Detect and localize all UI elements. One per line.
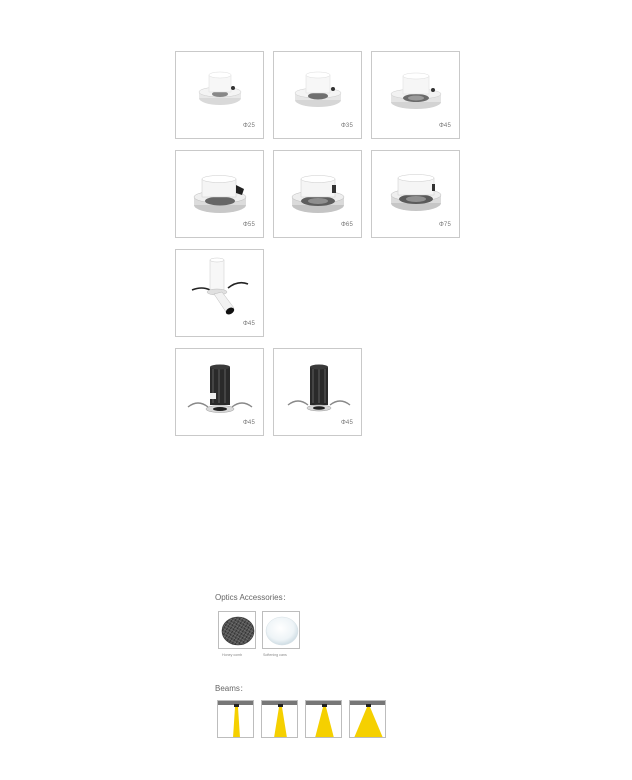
- product-tile[interactable]: [175, 51, 264, 139]
- product-tile[interactable]: [175, 150, 264, 238]
- size-label: Φ45: [242, 321, 255, 327]
- beams-title: Beams：: [215, 684, 248, 693]
- optics-title: Optics Accessories：: [215, 593, 291, 602]
- honeycomb-accessory[interactable]: [218, 611, 256, 649]
- size-label: Φ45: [438, 123, 451, 129]
- product-tile[interactable]: [371, 150, 460, 238]
- size-label: Φ25: [242, 123, 255, 129]
- product-tile[interactable]: [273, 51, 362, 139]
- beam-flood: [349, 700, 386, 738]
- honeycomb-caption: Honey comb: [222, 653, 243, 657]
- beam-wide: [305, 700, 342, 738]
- size-label: Φ45: [340, 420, 353, 426]
- size-label: Φ35: [340, 123, 353, 129]
- product-tile[interactable]: [371, 51, 460, 139]
- size-label: Φ55: [242, 222, 255, 228]
- product-tile[interactable]: [273, 150, 362, 238]
- softening-accessory[interactable]: [262, 611, 300, 649]
- honeycomb-icon: [219, 612, 257, 650]
- softening-caption: Softening cans: [263, 653, 287, 657]
- softening-lens-icon: [263, 612, 301, 650]
- beam-medium: [261, 700, 298, 738]
- product-tile[interactable]: [273, 348, 362, 436]
- size-label: Φ65: [340, 222, 353, 228]
- product-tile[interactable]: [175, 249, 264, 337]
- beam-narrow: [217, 700, 254, 738]
- product-tile[interactable]: [175, 348, 264, 436]
- size-label: Φ45: [242, 420, 255, 426]
- size-label: Φ75: [438, 222, 451, 228]
